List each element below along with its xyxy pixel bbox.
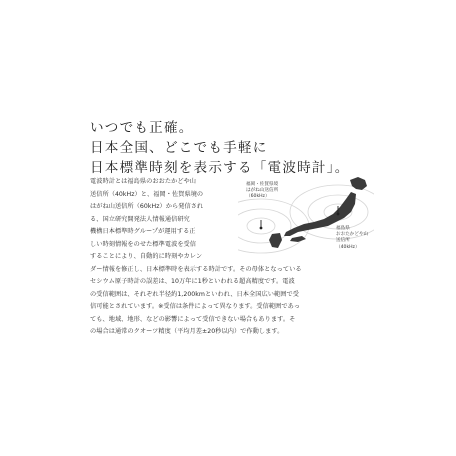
description-line: することにより、自動的に時刻やカレン	[90, 253, 203, 260]
description-line: の場合は通常のクオーツ精度（平均月差±20秒以内）で作動します。	[90, 328, 284, 335]
heading-line-2: 日本全国、どこでも手軽に	[90, 140, 268, 156]
description-line: 機構日本標準時グループが運用する正	[90, 228, 196, 235]
west-transmitter-label: 福岡・佐賀県境 はがね山送信所 （60kHz）	[246, 182, 279, 200]
description-line: ダー情報を修正し、日本標準時を表示する時計です。その母体となっている	[90, 265, 302, 273]
heading-line-3: 日本標準時刻を表示する「電波時計」。	[90, 160, 350, 176]
transmitter-map	[238, 174, 374, 264]
description-line: はがね山送信所（60kHz）から発信され	[90, 203, 204, 210]
description-line: セシウム原子時計の誤差は、10万年に1秒といわれる超高精度です。電波	[90, 278, 295, 285]
description-line: ても、地域、地形、などの影響によって受信できない場合もあります。そ	[90, 315, 296, 323]
description-line: 送信所（40kHz）と、福岡・佐賀県境の	[90, 190, 204, 198]
description-line: の受信範囲は、それぞれ半径約1,200kmといわれ、日本全国広い範囲で受	[90, 290, 299, 298]
description-line: しい時刻情報をのせた標準電波を受信	[90, 240, 197, 248]
description-line: る、国立研究開発法人情報通信研究	[90, 215, 190, 223]
description-line: 信可能とされています。※受信は条件によって異なります。受信範囲であっ	[90, 303, 301, 310]
heading-line-1: いつでも正確。	[90, 120, 194, 136]
east-transmitter-label: 福島県 おおたかどや山 送信所 （40kHz）	[336, 226, 369, 250]
description-line: 電波時計とは福島県のおおたかどや山	[90, 178, 197, 185]
heading	[90, 118, 350, 178]
